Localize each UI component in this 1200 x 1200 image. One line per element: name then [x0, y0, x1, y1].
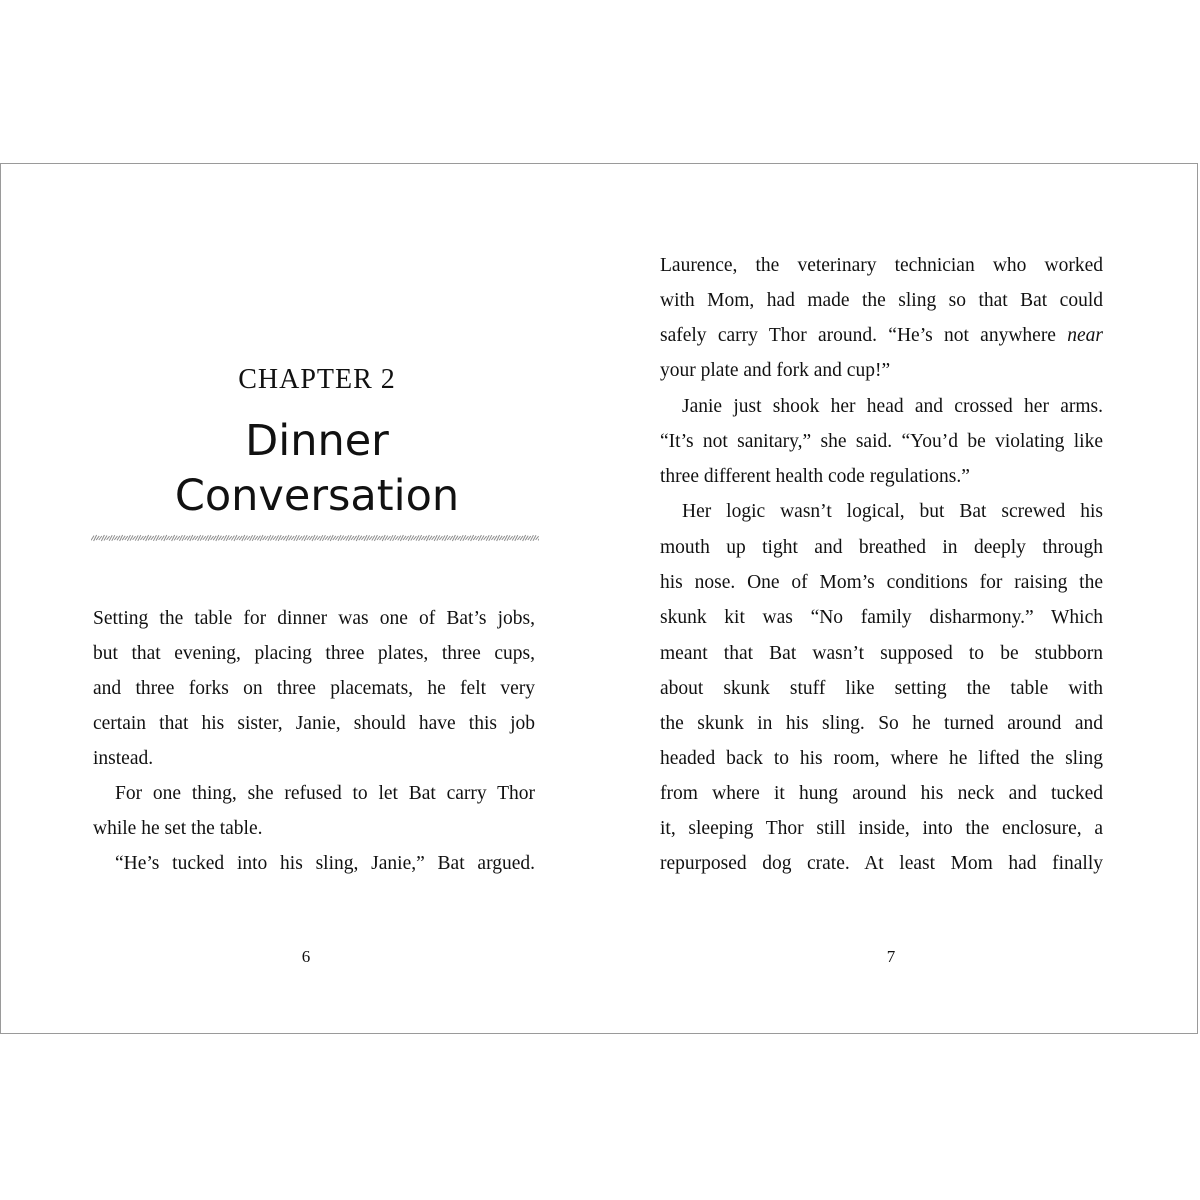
left-page [1, 164, 601, 1033]
text-line: while he set the table. [93, 818, 263, 839]
text-line: meant that Bat wasn’t supposed to be stubborn [660, 643, 1103, 664]
page-number: 6 [301, 947, 311, 966]
text-line: and three forks on three placemats, he felt very [93, 678, 535, 699]
text-line: For one thing, she refused to let Bat carry Thor [115, 783, 535, 804]
text-line: repurposed dog crate. At least Mom had finally [660, 853, 1103, 874]
text-line: Laurence, the veterinary technician who worked [660, 255, 1103, 276]
text-line: instead. [93, 748, 154, 769]
text-line: mouth up tight and breathed in deeply through [660, 537, 1103, 558]
text-line: his nose. One of Mom’s conditions for raising the [660, 572, 1103, 593]
chapter-title-line: Conversation [174, 471, 460, 521]
chapter-title-line: Dinner [245, 416, 389, 466]
chapter-label: CHAPTER 2 [238, 364, 396, 395]
text-line: three different health code regulations.” [660, 466, 970, 487]
page-number: 7 [886, 947, 896, 966]
text-line: the skunk in his sling. So he turned around and [660, 713, 1103, 734]
text-line: certain that his sister, Janie, should have this job [93, 713, 535, 734]
text-line: with Mom, had made the sling so that Bat could [660, 290, 1103, 311]
text-line: “He’s tucked into his sling, Janie,” Bat argued. [115, 853, 535, 874]
chapter-divider [91, 534, 539, 542]
text-line: Her logic wasn’t logical, but Bat screwed his [682, 501, 1103, 522]
text-line: headed back to his room, where he lifted the sling [660, 748, 1103, 769]
text-line: Janie just shook her head and crossed her arms. [682, 396, 1103, 417]
text-line: “It’s not sanitary,” she said. “You’d be violating like [660, 431, 1103, 452]
text-line: Setting the table for dinner was one of Bat’s jobs, [93, 608, 535, 629]
text-line: your plate and fork and cup!” [660, 360, 891, 381]
text-line: about skunk stuff like setting the table with [660, 678, 1103, 699]
text-line: safely carry Thor around. “He’s not anywhere near [660, 325, 1103, 346]
chapter-title [89, 414, 545, 524]
text-line: skunk kit was “No family disharmony.” Which [660, 607, 1103, 628]
text-line: from where it hung around his neck and tucked [660, 783, 1103, 804]
text-line: it, sleeping Thor still inside, into the enclosure, a [660, 818, 1103, 839]
text-line: but that evening, placing three plates, three cups, [93, 643, 535, 664]
